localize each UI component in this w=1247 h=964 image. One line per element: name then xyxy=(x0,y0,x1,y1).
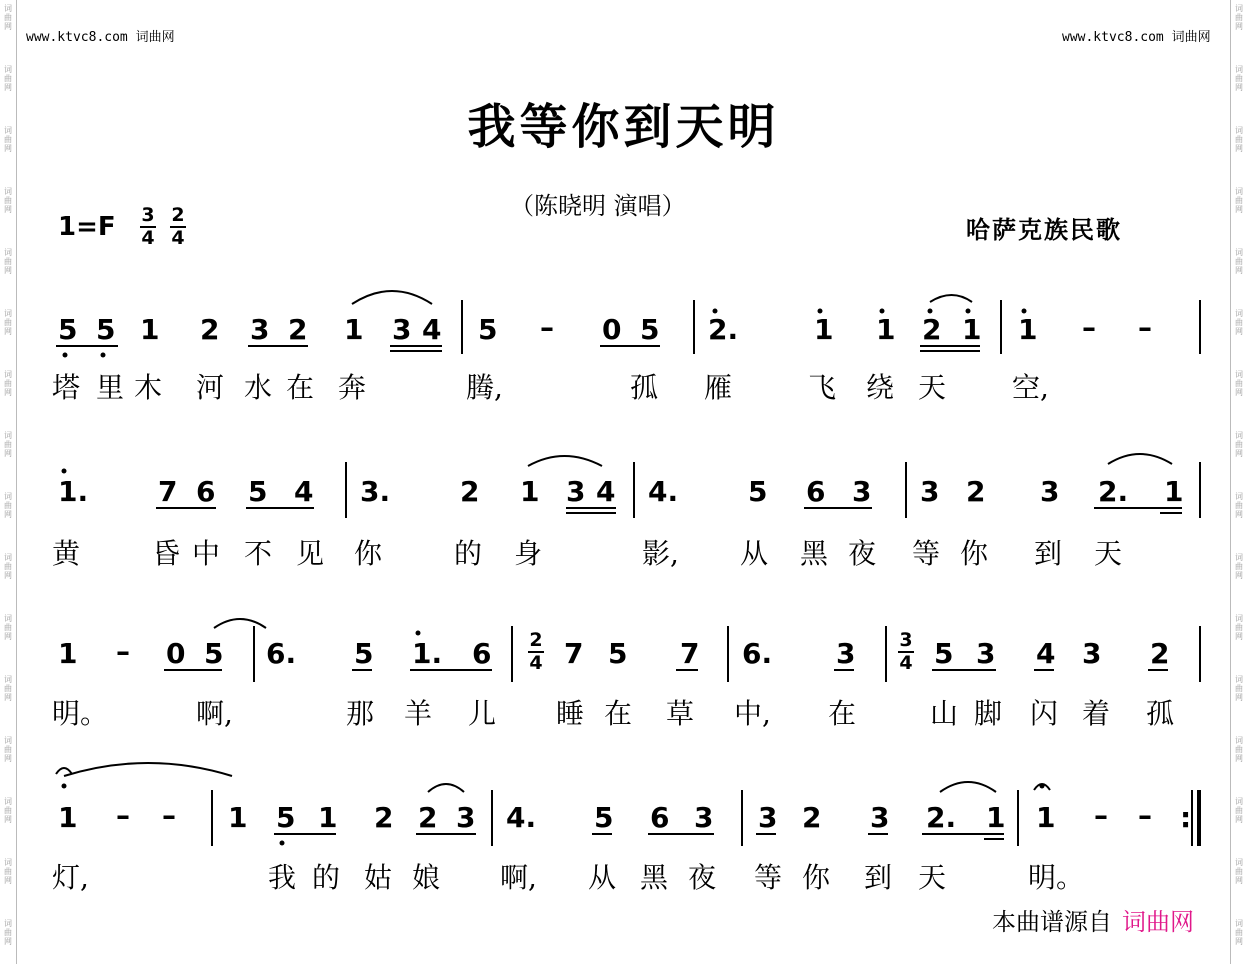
lyric-syllable: 孤 xyxy=(1146,697,1175,730)
lyric-syllable: 在 xyxy=(828,697,857,730)
note: 5 xyxy=(608,637,628,670)
side-watermark-text: 词 曲 网 xyxy=(1235,309,1243,336)
note: 3 xyxy=(250,313,270,346)
note: 0 xyxy=(166,637,186,670)
note: – xyxy=(1138,799,1152,832)
side-watermark-text: 词 曲 网 xyxy=(4,919,12,946)
lyric-syllable: 水 xyxy=(244,371,273,404)
lyric-syllable: 腾, xyxy=(466,371,503,404)
side-watermark-text: 词 曲 网 xyxy=(4,492,12,519)
note: 5 xyxy=(248,475,268,508)
note: 3 xyxy=(920,475,940,508)
note: 7 xyxy=(564,637,584,670)
lyrics-line-1 xyxy=(0,366,1247,406)
side-watermark-text: 词 曲 网 xyxy=(4,187,12,214)
side-watermark-text: 词 曲 网 xyxy=(4,797,12,824)
side-watermark-text: 词 曲 网 xyxy=(4,553,12,580)
lyric-syllable: 见 xyxy=(296,537,325,570)
note: 6 xyxy=(806,475,826,508)
lyric-syllable: 中, xyxy=(734,697,771,730)
note: 2. xyxy=(926,801,957,834)
footer-source[interactable] xyxy=(992,902,1194,937)
side-watermark-text: 词 曲 网 xyxy=(4,858,12,885)
note: 6 xyxy=(196,475,216,508)
note: 1 xyxy=(344,313,364,346)
side-watermark-text: 词 曲 网 xyxy=(4,126,12,153)
lyric-syllable: 你 xyxy=(802,861,831,894)
lyric-syllable: 天 xyxy=(1094,537,1123,570)
url-text[interactable]: www.ktvc8.com xyxy=(1062,30,1164,45)
lyric-syllable: 睡 xyxy=(556,697,585,730)
lyric-syllable: 飞 xyxy=(808,371,837,404)
note: – xyxy=(162,799,176,832)
key-signature: 1=F xyxy=(58,212,116,242)
side-watermark-text: 词 曲 网 xyxy=(1235,65,1243,92)
note: 3 xyxy=(456,801,476,834)
lyric-syllable: 等 xyxy=(754,861,783,894)
side-watermark-text: 词 曲 网 xyxy=(1235,675,1243,702)
note: 3 xyxy=(976,637,996,670)
lyric-syllable: 木 xyxy=(134,371,163,404)
lyric-syllable: 啊, xyxy=(500,861,537,894)
lyric-syllable: 明。 xyxy=(1028,861,1085,894)
lyric-syllable: 夜 xyxy=(688,861,717,894)
lyric-syllable: 河 xyxy=(196,371,225,404)
lyric-syllable: 天 xyxy=(918,861,947,894)
note: 5 xyxy=(640,313,660,346)
note: 3 xyxy=(1082,637,1102,670)
note: 7 xyxy=(158,475,178,508)
note: 1 xyxy=(140,313,160,346)
note: 2. xyxy=(708,313,739,346)
lyric-syllable: 的 xyxy=(454,537,483,570)
note: 2 xyxy=(802,801,822,834)
note: – xyxy=(1094,799,1108,832)
note: 2 xyxy=(966,475,986,508)
side-watermark-text: 词 曲 网 xyxy=(1235,858,1243,885)
note: – xyxy=(1082,311,1096,344)
lyric-syllable: 姑 xyxy=(364,861,393,894)
note: 4 xyxy=(294,475,314,508)
note: 6. xyxy=(266,637,297,670)
note: – xyxy=(1138,311,1152,344)
time-signature-change-2-4: 2 4 xyxy=(529,629,543,674)
header-url-right[interactable] xyxy=(1062,26,1211,45)
lyric-syllable: 我 xyxy=(268,861,297,894)
lyric-syllable: 黑 xyxy=(640,861,669,894)
note: 1 xyxy=(58,801,78,834)
note: 1 xyxy=(1018,313,1038,346)
side-watermark-text: 词 曲 网 xyxy=(4,431,12,458)
side-watermark-text: 词 曲 网 xyxy=(4,248,12,275)
lyric-syllable: 黄 xyxy=(52,537,81,570)
site-name[interactable]: 词曲网 xyxy=(1171,30,1211,45)
note: 1 xyxy=(1036,801,1056,834)
note: 1. xyxy=(58,475,89,508)
side-watermark-text: 词 曲 网 xyxy=(4,4,12,31)
lyric-syllable: 天 xyxy=(918,371,947,404)
lyrics-line-3 xyxy=(0,692,1247,732)
lyrics-line-4 xyxy=(0,856,1247,896)
lyric-syllable: 灯, xyxy=(52,861,89,894)
side-watermark-text: 词 曲 网 xyxy=(1235,492,1243,519)
side-watermark-text: 词 曲 网 xyxy=(4,675,12,702)
note: 1 xyxy=(58,637,78,670)
note: 2. xyxy=(1098,475,1129,508)
lyric-syllable: 草 xyxy=(666,697,695,730)
note: 1 xyxy=(318,801,338,834)
lyric-syllable: 着 xyxy=(1082,697,1111,730)
lyric-syllable: 绕 xyxy=(866,371,895,404)
lyric-syllable: 那 xyxy=(346,697,375,730)
note: 2 xyxy=(418,801,438,834)
note: 3 xyxy=(836,637,856,670)
note: 4. xyxy=(506,801,537,834)
lyric-syllable: 到 xyxy=(864,861,893,894)
note: 3. xyxy=(360,475,391,508)
lyric-syllable: 雁 xyxy=(704,371,733,404)
note: 4. xyxy=(648,475,679,508)
note: 2 xyxy=(922,313,942,346)
note: 2 xyxy=(288,313,308,346)
note: – xyxy=(116,799,130,832)
lyric-syllable: 在 xyxy=(286,371,315,404)
side-watermark-text: 词 曲 网 xyxy=(4,736,12,763)
note: 2 xyxy=(200,313,220,346)
lyric-syllable: 孤 xyxy=(630,371,659,404)
time-signature-change-3-4: 3 4 xyxy=(899,629,913,674)
side-watermark-text: 词 曲 网 xyxy=(1235,553,1243,580)
side-watermark-text: 词 曲 网 xyxy=(1235,919,1243,946)
side-watermark-text: 词 曲 网 xyxy=(4,614,12,641)
note: 5 xyxy=(96,313,116,346)
lyric-syllable: 娘 xyxy=(412,861,441,894)
note: 3 xyxy=(870,801,890,834)
lyric-syllable: 等 xyxy=(912,537,941,570)
lyric-syllable: 你 xyxy=(354,537,383,570)
lyric-syllable: 闪 xyxy=(1030,697,1059,730)
lyric-syllable: 空, xyxy=(1012,371,1049,404)
note: 4 xyxy=(422,313,442,346)
lyric-syllable: 夜 xyxy=(848,537,877,570)
lyric-syllable: 儿 xyxy=(468,697,497,730)
lyric-syllable: 奔 xyxy=(338,371,367,404)
side-watermark-text: 词 曲 网 xyxy=(1235,4,1243,31)
lyric-syllable: 黑 xyxy=(800,537,829,570)
side-watermark-text: 词 曲 网 xyxy=(1235,614,1243,641)
lyric-syllable: 羊 xyxy=(404,697,433,730)
lyric-syllable: 塔 xyxy=(52,371,81,404)
time-signature-2-4: 2 4 xyxy=(171,204,185,249)
lyric-syllable: 在 xyxy=(604,697,633,730)
side-watermark-text: 词 曲 网 xyxy=(1235,370,1243,397)
lyric-syllable: 到 xyxy=(1034,537,1063,570)
note: 1 xyxy=(962,313,982,346)
lyric-syllable: 从 xyxy=(588,861,617,894)
side-watermark-text: 词 曲 网 xyxy=(1235,187,1243,214)
note: 5 xyxy=(478,313,498,346)
note: 0 xyxy=(602,313,622,346)
performer-credit: （陈晓明 演唱） xyxy=(510,192,686,220)
lyric-syllable: 身 xyxy=(514,537,543,570)
note: 4 xyxy=(596,475,616,508)
note: 2 xyxy=(374,801,394,834)
note: 6 xyxy=(650,801,670,834)
side-watermark-text: 词 曲 网 xyxy=(1235,126,1243,153)
note: 5 xyxy=(354,637,374,670)
time-signature-3-4: 3 4 xyxy=(141,204,155,249)
note: 4 xyxy=(1036,637,1056,670)
note: 2 xyxy=(1150,637,1170,670)
lyric-syllable: 啊, xyxy=(196,697,233,730)
side-watermark-text: 词 曲 网 xyxy=(1235,797,1243,824)
site-name[interactable]: 词曲网 xyxy=(135,30,175,45)
note: 1 xyxy=(228,801,248,834)
note: 1 xyxy=(876,313,896,346)
side-watermark-text: 词 曲 网 xyxy=(1235,431,1243,458)
side-watermark-text: 词 曲 网 xyxy=(1235,736,1243,763)
lyric-syllable: 山 xyxy=(930,697,959,730)
lyric-syllable: 昏 xyxy=(152,537,181,570)
side-watermark-text: 词 曲 网 xyxy=(4,309,12,336)
note: 5 xyxy=(934,637,954,670)
note: 5 xyxy=(594,801,614,834)
note: 5 xyxy=(748,475,768,508)
note: 5 xyxy=(58,313,78,346)
footer-brand-link[interactable]: 词曲网 xyxy=(1122,908,1194,936)
lyric-syllable: 的 xyxy=(312,861,341,894)
note: 1 xyxy=(1164,475,1184,508)
side-watermark-text: 词 曲 网 xyxy=(1235,248,1243,275)
song-title: 我等你到天明 xyxy=(467,99,780,155)
note: – xyxy=(116,635,130,668)
note: 2 xyxy=(460,475,480,508)
lyric-syllable: 明。 xyxy=(52,697,109,730)
side-watermark-text: 词 曲 网 xyxy=(4,65,12,92)
note: 7 xyxy=(680,637,700,670)
header-url-left[interactable] xyxy=(26,26,175,45)
note: 1 xyxy=(814,313,834,346)
origin-credit: 哈萨克族民歌 xyxy=(966,216,1122,244)
note: 6 xyxy=(472,637,492,670)
note: 3 xyxy=(852,475,872,508)
note: 3 xyxy=(694,801,714,834)
lyric-syllable: 从 xyxy=(740,537,769,570)
note: : xyxy=(1180,801,1192,834)
url-text[interactable]: www.ktvc8.com xyxy=(26,30,128,45)
side-watermark-text: 词 曲 网 xyxy=(4,370,12,397)
lyric-syllable: 影, xyxy=(642,537,679,570)
lyric-syllable: 脚 xyxy=(974,697,1003,730)
lyric-syllable: 你 xyxy=(960,537,989,570)
note: 6. xyxy=(742,637,773,670)
note: 1 xyxy=(520,475,540,508)
lyrics-line-2 xyxy=(0,532,1247,572)
note: 1. xyxy=(412,637,443,670)
note: 5 xyxy=(276,801,296,834)
note: 3 xyxy=(758,801,778,834)
note: – xyxy=(540,311,554,344)
lyric-syllable: 里 xyxy=(96,371,125,404)
note: 3 xyxy=(392,313,412,346)
lyric-syllable: 不 xyxy=(244,537,273,570)
note: 3 xyxy=(1040,475,1060,508)
footer-source-label: 本曲谱源自 xyxy=(992,908,1112,936)
note: 5 xyxy=(204,637,224,670)
lyric-syllable: 中 xyxy=(192,537,221,570)
note: 3 xyxy=(566,475,586,508)
note: 1 xyxy=(986,801,1006,834)
